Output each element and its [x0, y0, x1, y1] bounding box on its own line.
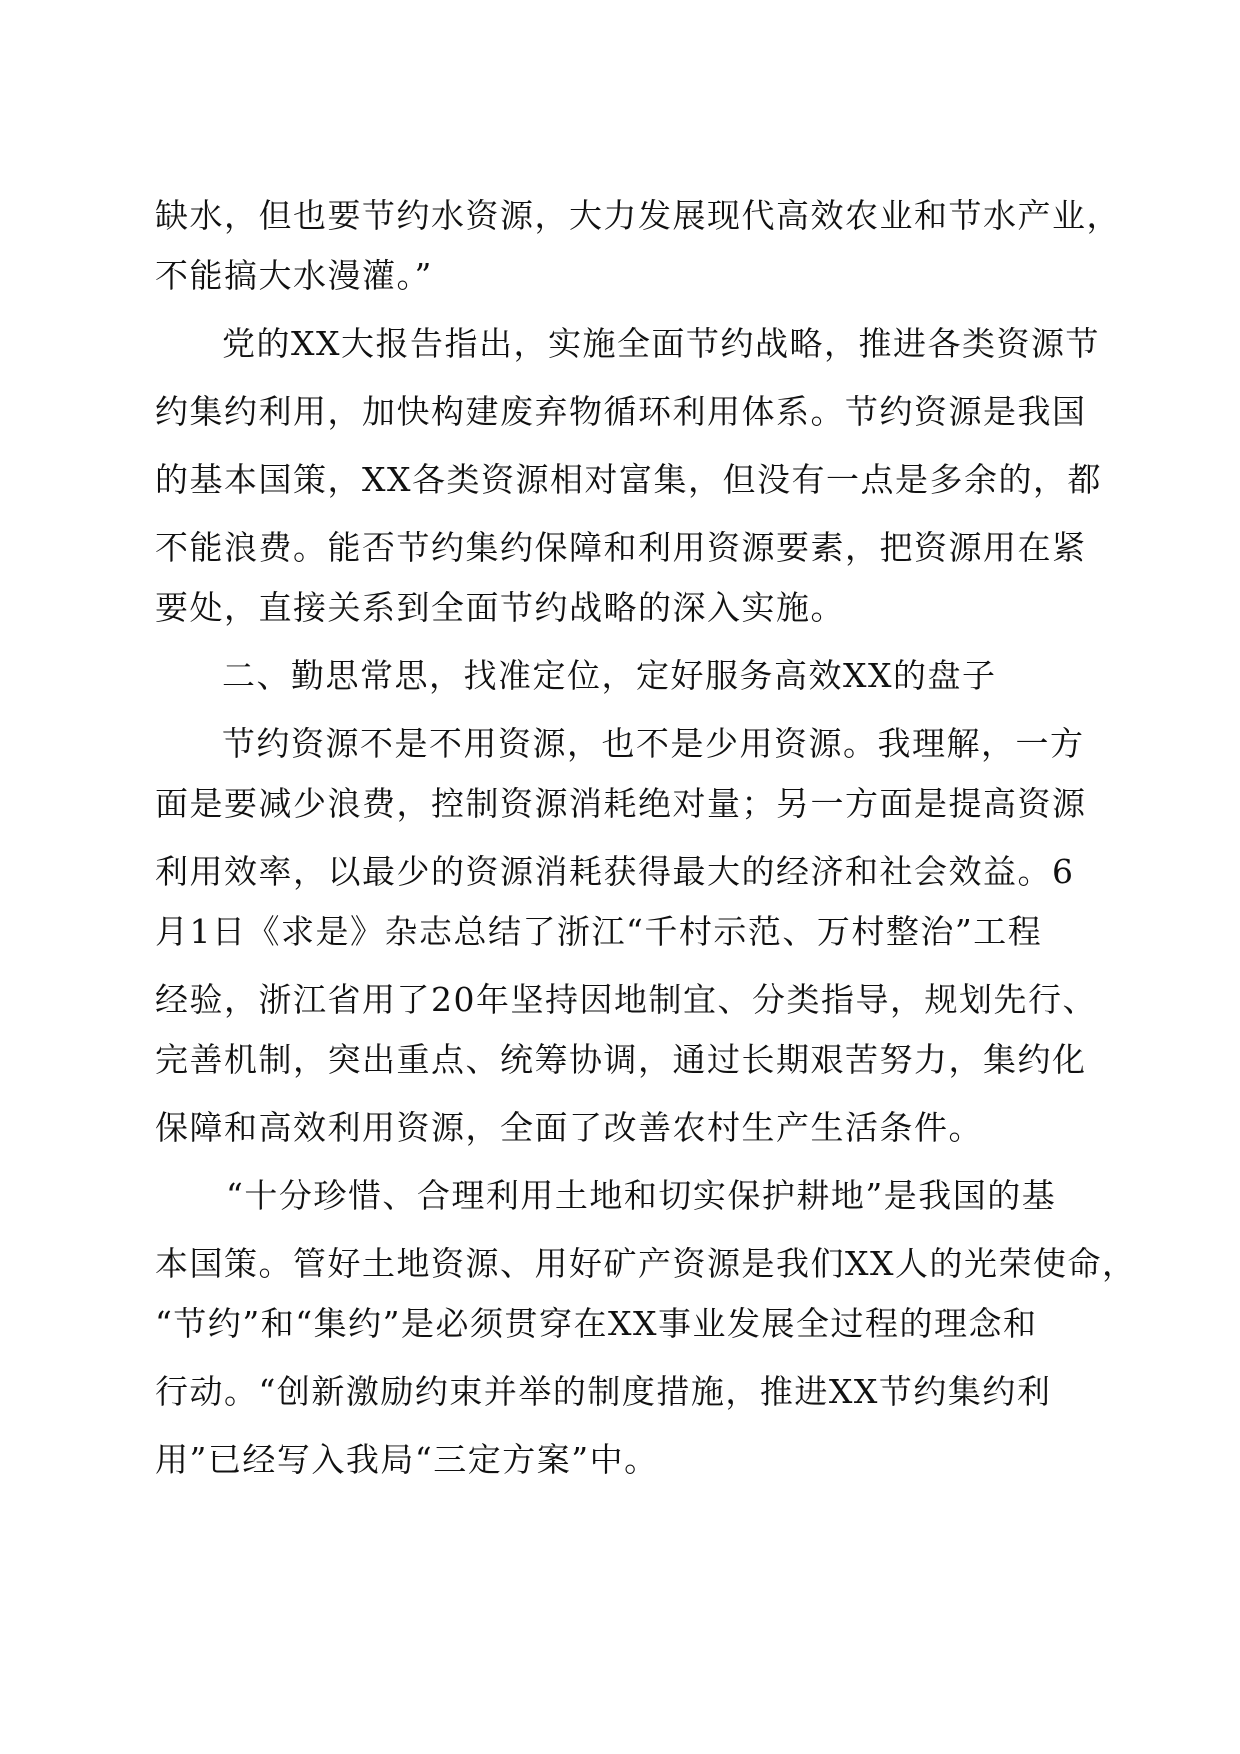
text-line: 的基本国策，XX各类资源相对富集，但没有一点是多余的，都	[155, 460, 1102, 499]
text-line: “节约”和“集约”是必须贯穿在XX事业发展全过程的理念和	[155, 1304, 1038, 1343]
text-line: 保障和高效利用资源，全面了改善农村生产生活条件。	[155, 1108, 983, 1147]
text-line: “十分珍惜、合理利用土地和切实保护耕地”是我国的基	[226, 1176, 1057, 1215]
section-heading: 二、勤思常思，找准定位，定好服务高效XX的盘子	[222, 656, 997, 695]
text-line: 面是要减少浪费，控制资源消耗绝对量；另一方面是提高资源	[155, 784, 1087, 823]
text-line: 不能搞大水漫灌。”	[155, 256, 433, 295]
text-line: 党的XX大报告指出，实施全面节约战略，推进各类资源节	[222, 324, 1100, 363]
text-line: 节约资源不是不用资源，也不是少用资源。我理解，一方	[222, 724, 1085, 763]
text-line: 要处，直接关系到全面节约战略的深入实施。	[155, 588, 845, 627]
text-line: 约集约利用，加快构建废弃物循环利用体系。节约资源是我国	[155, 392, 1087, 431]
text-line: 本国策。管好土地资源、用好矿产资源是我们XX人的光荣使命，	[155, 1244, 1137, 1283]
text-line: 经验，浙江省用了20年坚持因地制宜、分类指导，规划先行、	[155, 980, 1097, 1019]
text-line: 月1日《求是》杂志总结了浙江“千村示范、万村整治”工程	[155, 912, 1043, 951]
text-line: 不能浪费。能否节约集约保障和利用资源要素，把资源用在紧	[155, 528, 1087, 567]
text-line: 完善机制，突出重点、统筹协调，通过长期艰苦努力，集约化	[155, 1040, 1087, 1079]
text-line: 缺水，但也要节约水资源，大力发展现代高效农业和节水产业，	[155, 196, 1121, 235]
text-line: 行动。“创新激励约束并举的制度措施，推进XX节约集约利	[155, 1372, 1052, 1411]
text-line: 利用效率，以最少的资源消耗获得最大的经济和社会效益。6	[155, 852, 1075, 891]
text-line: 用”已经写入我局“三定方案”中。	[155, 1440, 659, 1479]
